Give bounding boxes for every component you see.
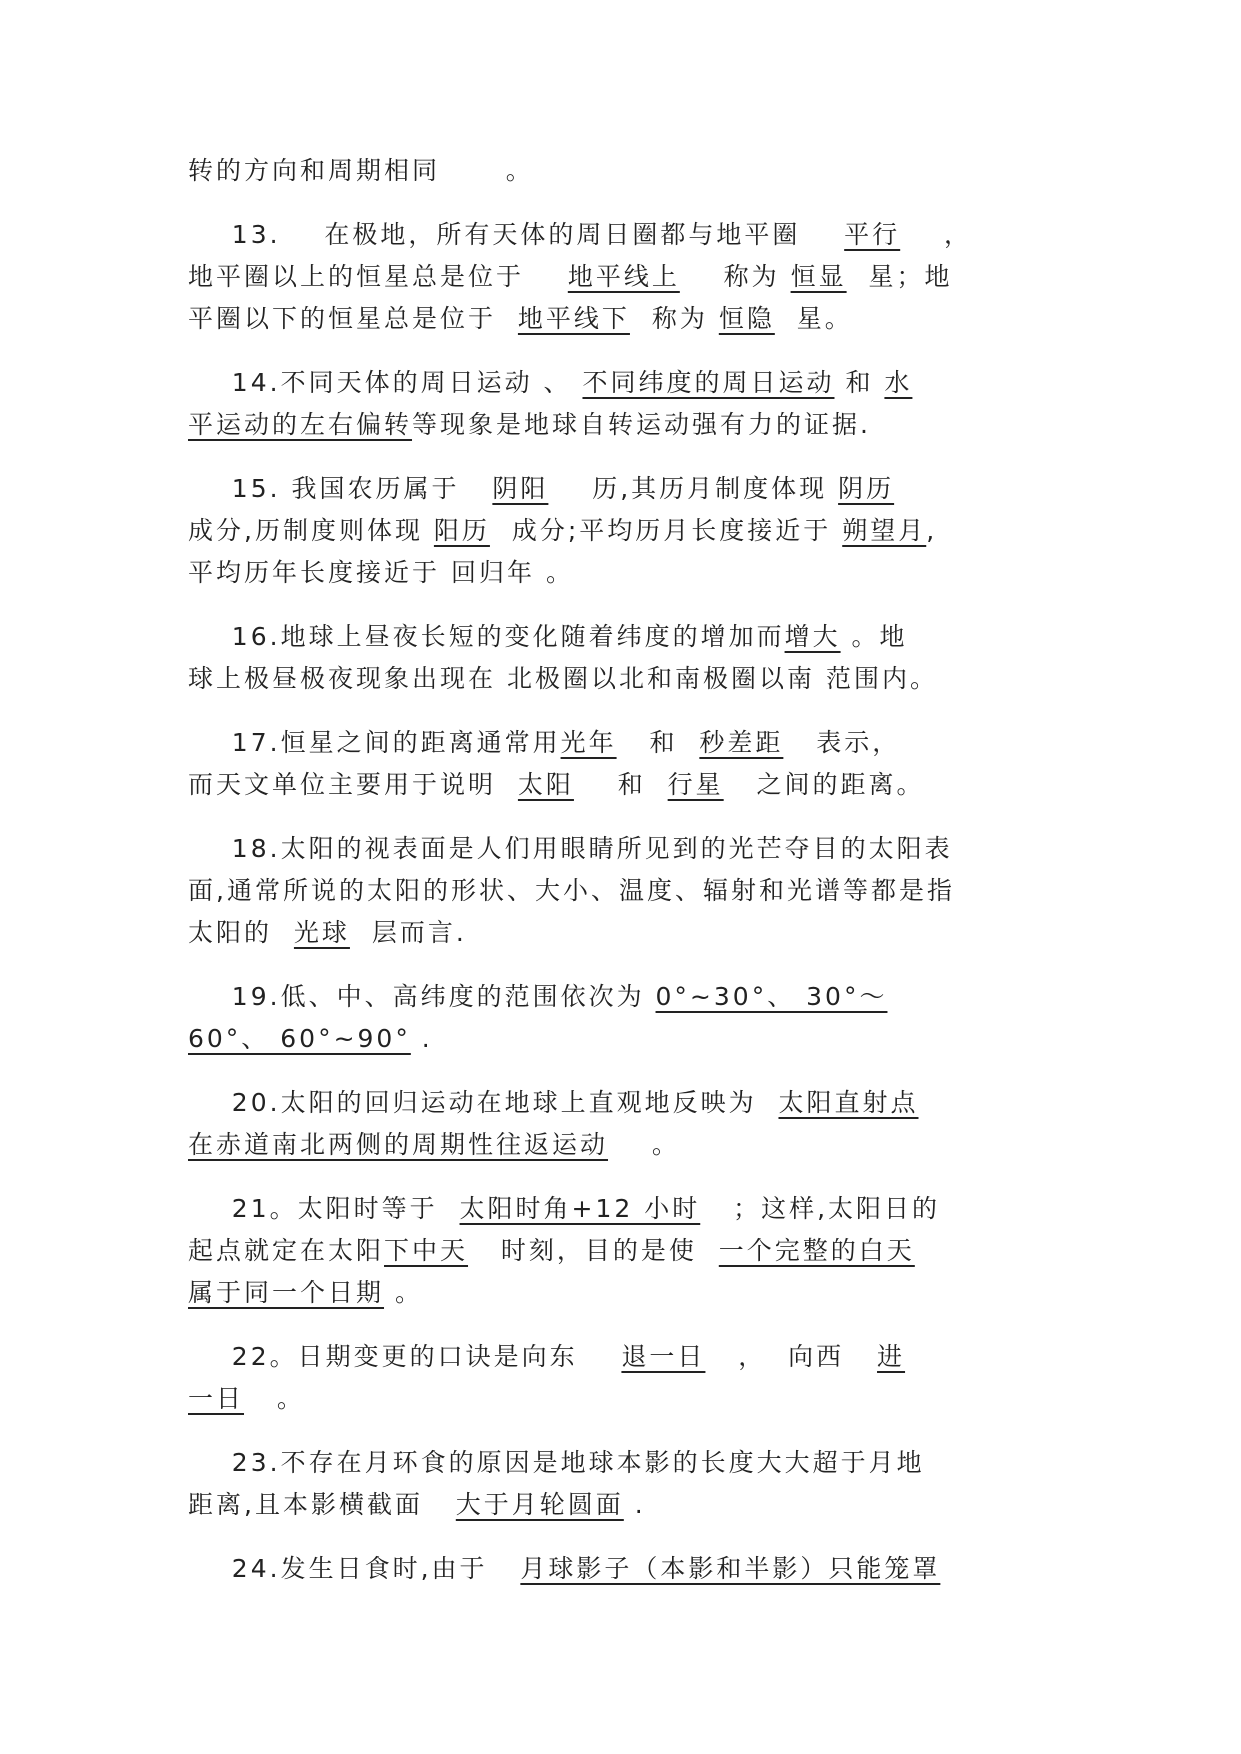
q19-line-1	[188, 976, 1068, 1018]
q17-answer-1: 光年	[560, 728, 617, 757]
q23-text: 距离,且本影横截面	[188, 1490, 423, 1519]
q15-text: 成分,历制度则体现	[188, 516, 423, 545]
q18-text: 面,通常所说的太阳的形状、大小、温度、辐射和光谱等都是指	[188, 876, 955, 905]
q18-answer-1: 光球	[293, 918, 350, 947]
q13-text: 地平圈以上的恒星总是位于	[188, 262, 525, 291]
q12-period: 。	[505, 156, 534, 185]
q17-number: 17.	[231, 728, 281, 757]
q13-text: 称为	[651, 304, 708, 333]
document-page	[188, 150, 1068, 1590]
q22-text: 日期变更的口诀是向东	[297, 1342, 578, 1371]
q16-line-1	[188, 616, 1068, 658]
q15-answer-1: 阴阳	[492, 474, 549, 503]
q23-line-1	[188, 1442, 1068, 1484]
q20-answer-1a: 太阳直射点	[778, 1088, 919, 1117]
q22-number: 22。	[231, 1342, 298, 1371]
q17-answer-3: 太阳	[517, 770, 574, 799]
q23-number: 23.	[231, 1448, 281, 1477]
q15-number: 15.	[231, 474, 281, 503]
q22-answer-2a: 进	[877, 1342, 906, 1371]
q21-answer-1: 太阳时角+12 小时	[459, 1194, 701, 1223]
q15-answer-2: 阴历	[838, 474, 895, 503]
q16-answer-1: 增大	[784, 622, 841, 651]
q15-line-2	[188, 510, 1068, 552]
q20-number: 20.	[231, 1088, 281, 1117]
q18-line-3	[188, 912, 1068, 954]
q21-line-2	[188, 1230, 1068, 1272]
q22-answer-2b: 一日	[188, 1384, 245, 1413]
q23-period: .	[634, 1490, 646, 1519]
q17-text: 和	[649, 728, 678, 757]
q13-text: 平圈以下的恒星总是位于	[188, 304, 497, 333]
q17-answer-4: 行星	[667, 770, 724, 799]
q15-text: 成分;平均历月长度接近于	[511, 516, 832, 545]
q20-answer-1b: 在赤道南北两侧的周期性往返运动	[188, 1130, 609, 1159]
q22-text: ， 向西	[738, 1342, 845, 1371]
q16-text: 球上极昼极夜现象出现在	[188, 664, 497, 693]
q13-answer-2: 地平线上	[567, 262, 680, 291]
q15-text: 我国农历属于	[291, 474, 460, 503]
q17-text: 和	[617, 770, 646, 799]
q14-text: 不同天体的周日运动 、	[280, 368, 572, 397]
q20-text: 太阳的回归运动在地球上直观地反映为	[280, 1088, 757, 1117]
q13-answer-1: 平行	[844, 220, 901, 249]
q15-comma: ,	[926, 516, 938, 545]
q24-line-1	[188, 1548, 1068, 1590]
q21-number: 21。	[231, 1194, 298, 1223]
q22-answer-1: 退一日	[621, 1342, 706, 1371]
q23-line-2	[188, 1484, 1068, 1526]
q12-line-1	[188, 150, 1068, 192]
q18-number: 18.	[231, 834, 281, 863]
q16-text: 。地	[851, 622, 908, 651]
q13-comma: ，	[943, 220, 972, 249]
q13-answer-4: 地平线下	[517, 304, 630, 333]
q13-answer-5: 恒隐	[718, 304, 775, 333]
q14-answer-2a: 水	[884, 368, 913, 397]
q21-answer-2: 下中天	[384, 1236, 469, 1265]
q23-answer-1: 地球本影的长度大大超于月地	[560, 1448, 925, 1477]
q13-text: 星。	[796, 304, 853, 333]
q15-answer-3: 阳历	[433, 516, 490, 545]
q16-answer-2: 北极圈以北和南极圈以南	[506, 664, 815, 693]
q13-line-2	[188, 256, 1068, 298]
q24-answer-1: 月球影子（本影和半影）只能笼罩	[520, 1554, 941, 1583]
q16-number: 16.	[231, 622, 281, 651]
q15-line-1	[188, 468, 1068, 510]
q21-text: 太阳时等于	[297, 1194, 438, 1223]
q19-answer-2: 60°、 60°~90°	[188, 1024, 411, 1053]
q13-text: 称为	[723, 262, 780, 291]
q23-text: 不存在月环食的原因是	[280, 1448, 561, 1477]
q15-answer-5: 回归年	[450, 558, 535, 587]
q17-text: 之间的距离。	[756, 770, 925, 799]
q17-text: 而天文单位主要用于说明	[188, 770, 497, 799]
q24-text: 发生日食时,由于	[280, 1554, 488, 1583]
q14-line-1	[188, 362, 1068, 404]
q17-answer-2: 秒差距	[699, 728, 784, 757]
q13-text: 在极地，所有天体的周日圈都与地平圈	[324, 220, 801, 249]
q18-text: 太阳的	[188, 918, 273, 947]
q15-answer-4: 朔望月	[842, 516, 927, 545]
q20-line-2	[188, 1124, 1068, 1166]
q12-text: 转的方向和周期相同	[188, 156, 441, 185]
q14-answer-1: 不同纬度的周日运动	[582, 368, 835, 397]
q24-number: 24.	[231, 1554, 281, 1583]
q14-text: 和	[845, 368, 874, 397]
q16-text: 地球上昼夜长短的变化随着纬度的增加而	[280, 622, 785, 651]
q14-text: 等现象是地球自转运动强有力的证据.	[412, 410, 871, 439]
q21-text: 时刻，目的是使	[500, 1236, 697, 1265]
q13-answer-3: 恒显	[790, 262, 847, 291]
q15-text: 历,其历月制度体现	[592, 474, 828, 503]
q23-answer-2: 大于月轮圆面	[455, 1490, 624, 1519]
q14-answer-2b: 平运动的左右偏转	[188, 410, 413, 439]
q17-text: 恒星之间的距离通常用	[280, 728, 561, 757]
q21-line-3	[188, 1272, 1068, 1314]
q13-line-3	[188, 298, 1068, 340]
q16-text: 范围内。	[825, 664, 938, 693]
q19-number: 19.	[231, 982, 281, 1011]
q21-text: 起点就定在太阳	[188, 1236, 385, 1265]
q21-line-1	[188, 1188, 1068, 1230]
q19-period: .	[421, 1024, 433, 1053]
q20-line-1	[188, 1082, 1068, 1124]
q15-line-3	[188, 552, 1068, 594]
q16-line-2	[188, 658, 1068, 700]
q18-text: 太阳的视表面是人们用眼睛所见到的光芒夺目的太阳表	[280, 834, 953, 863]
q13-line-1	[188, 214, 1068, 256]
q17-line-2	[188, 764, 1068, 806]
q20-period: 。	[651, 1130, 680, 1159]
q21-answer-3b: 属于同一个日期	[188, 1278, 385, 1307]
q21-answer-3a: 一个完整的白天	[718, 1236, 915, 1265]
q13-number: 13.	[231, 220, 281, 249]
q14-number: 14.	[231, 368, 281, 397]
q21-period: 。	[394, 1278, 423, 1307]
q17-text: 表示，	[816, 728, 901, 757]
q19-text: 低、中、高纬度的范围依次为	[280, 982, 645, 1011]
q17-line-1	[188, 722, 1068, 764]
q19-line-2	[188, 1018, 1068, 1060]
q13-text: 星；地	[868, 262, 953, 291]
q21-text: ；这样,太阳日的	[733, 1194, 941, 1223]
q15-period: 。	[545, 558, 574, 587]
q22-line-1	[188, 1336, 1068, 1378]
q14-line-2	[188, 404, 1068, 446]
q18-line-2	[188, 870, 1068, 912]
q19-answer-1: 0°~30°、 30°～	[655, 982, 888, 1011]
q18-text: 层而言.	[371, 918, 467, 947]
q18-line-1	[188, 828, 1068, 870]
q22-line-2	[188, 1378, 1068, 1420]
q15-text: 平均历年长度接近于	[188, 558, 441, 587]
q22-period: 。	[276, 1384, 305, 1413]
